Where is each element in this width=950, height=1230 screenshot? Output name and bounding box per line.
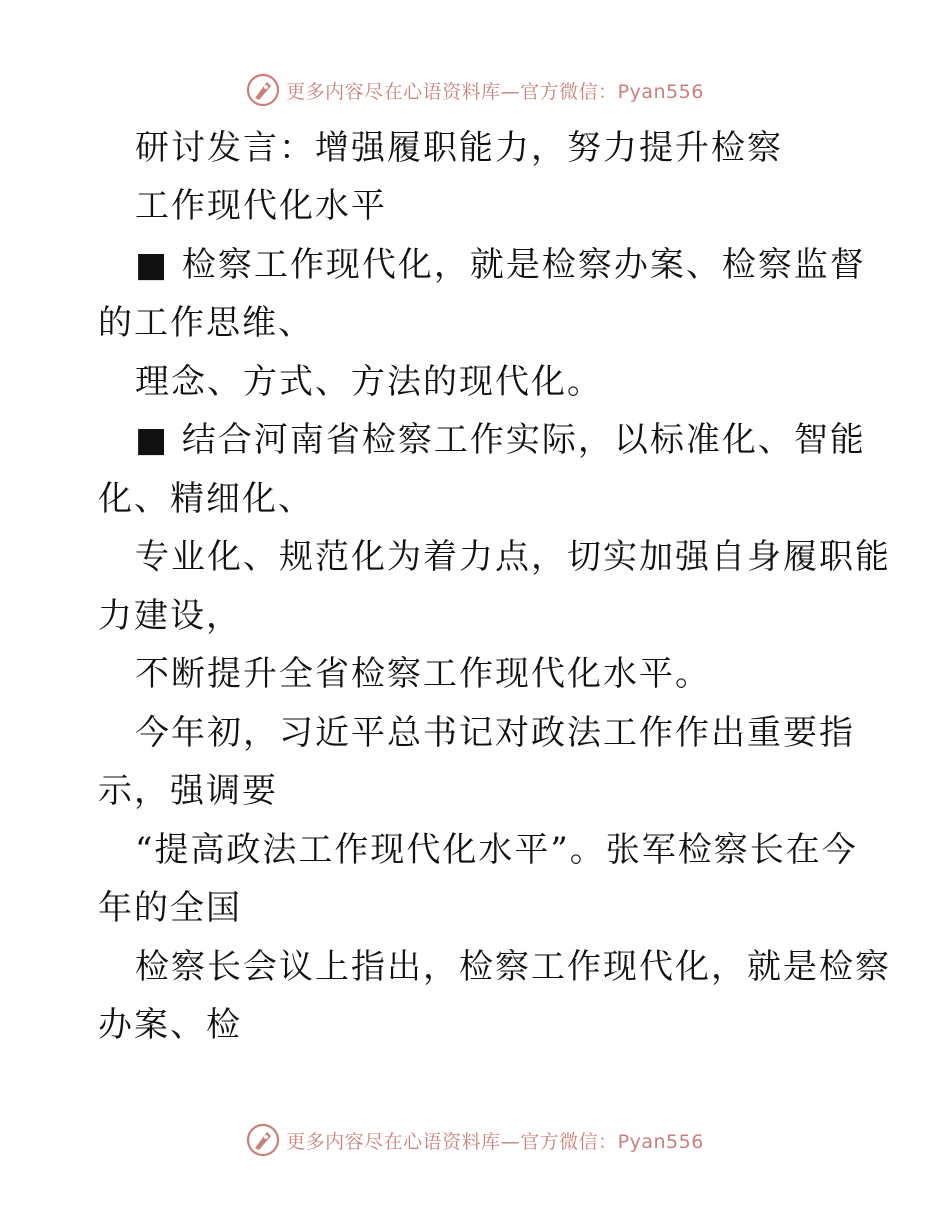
paragraph-line: 理念、方式、方法的现代化。 [135,362,603,402]
paragraph-line: “提高政法工作现代化水平”。张军检察长在今 [135,830,858,870]
paragraph-line: 的工作思维、 [98,303,314,343]
document-title-line-1: 研讨发言：增强履职能力，努力提升检察 [135,128,783,168]
footer-banner [0,1120,950,1160]
banner-text: 更多内容尽在心语资料库—官方微信：Pyan556 [286,1130,704,1153]
paragraph-line: 示，强调要 [98,771,278,811]
paragraph-line: ■ 结合河南省检察工作实际，以标准化、智能 [135,420,866,460]
paragraph-line: 办案、检 [98,1005,242,1045]
paragraph-line: ■ 检察工作现代化，就是检察办案、检察监督 [135,245,866,285]
paragraph-line: 力建设， [98,596,242,636]
paragraph-line: 今年初，习近平总书记对政法工作作出重要指 [135,713,855,753]
paragraph-line: 专业化、规范化为着力点，切实加强自身履职能 [135,537,891,577]
paragraph-line: 检察长会议上指出，检察工作现代化，就是检察 [135,947,891,987]
header-banner [0,70,950,110]
paragraph-line: 不断提升全省检察工作现代化水平。 [135,654,711,694]
document-title-line-2: 工作现代化水平 [135,186,387,226]
banner-text: 更多内容尽在心语资料库—官方微信：Pyan556 [286,80,704,103]
paragraph-line: 化、精细化、 [98,479,314,519]
pen-nib-logo-icon [246,1123,280,1157]
paragraph-line: 年的全国 [98,888,242,928]
pen-nib-logo-icon [246,73,280,107]
